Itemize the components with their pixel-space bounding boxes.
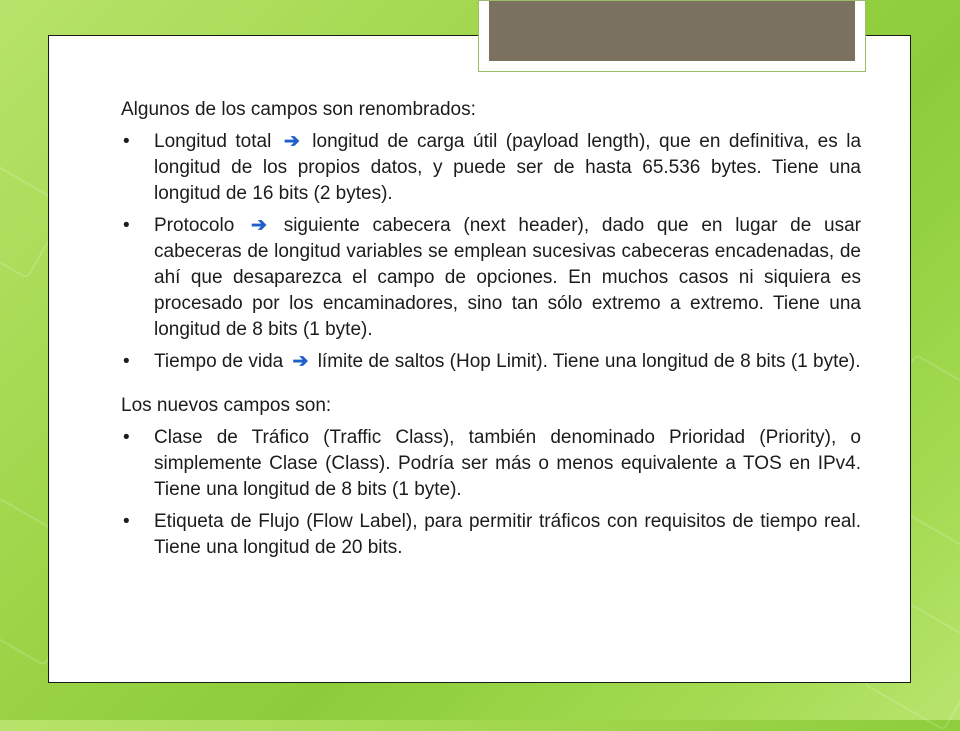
field-description: límite de saltos (Hop Limit). Tiene una longitud de 8 bits (1 byte).: [317, 351, 861, 372]
field-description: Etiqueta de Flujo (Flow Label), para permitir tráficos con requisitos de tiempo real. Tiene una longitud de 20 bits.: [154, 511, 861, 558]
title-placeholder: [489, 1, 855, 61]
section-heading: Algunos de los campos son renombrados:: [121, 99, 476, 120]
field-old-name: Longitud total: [154, 131, 272, 152]
list-item: [121, 213, 861, 343]
field-description: Clase de Tráfico (Traffic Class), también denominado Prioridad (Priority), o simplemente Clase (Class). Podría ser más o menos equivalente a TOS en IPv4. Tiene una longitud de 8 bits (1 byte).: [154, 427, 861, 500]
arrow-right-icon: ➔: [283, 131, 300, 152]
arrow-right-icon: ➔: [292, 351, 309, 372]
field-description: longitud de carga útil (payload length), que en definitiva, es la longitud de los propios datos, y puede ser de hasta 65.536 bytes. Tiene una longitud de 16 bits (2 bytes).: [154, 131, 862, 204]
field-old-name: Protocolo: [154, 215, 235, 236]
section-heading: Los nuevos campos son:: [121, 395, 332, 416]
bullet-icon: •: [123, 427, 130, 448]
field-old-name: Tiempo de vida: [154, 351, 284, 372]
slide-body: [121, 97, 861, 567]
bullet-icon: •: [123, 131, 130, 152]
field-description: siguiente cabecera (next header), dado que en lugar de usar cabeceras de longitud variables se emplean sucesivas cabeceras encadenadas, de ahí que desaparezca el campo de opciones. En muchos casos ni siquiera es procesado por los encaminadores, sino tan sólo extremo a extremo. Tiene una longitud de 8 bits (1 byte).: [154, 215, 862, 340]
list-item: [121, 509, 861, 561]
list-item: [121, 425, 861, 503]
title-placeholder-frame: [478, 0, 866, 72]
arrow-right-icon: ➔: [251, 215, 267, 236]
bullet-icon: •: [123, 215, 130, 236]
bullet-icon: •: [123, 351, 130, 372]
list-item: [121, 129, 861, 207]
bullet-icon: •: [123, 511, 130, 532]
list-item: [121, 349, 861, 375]
